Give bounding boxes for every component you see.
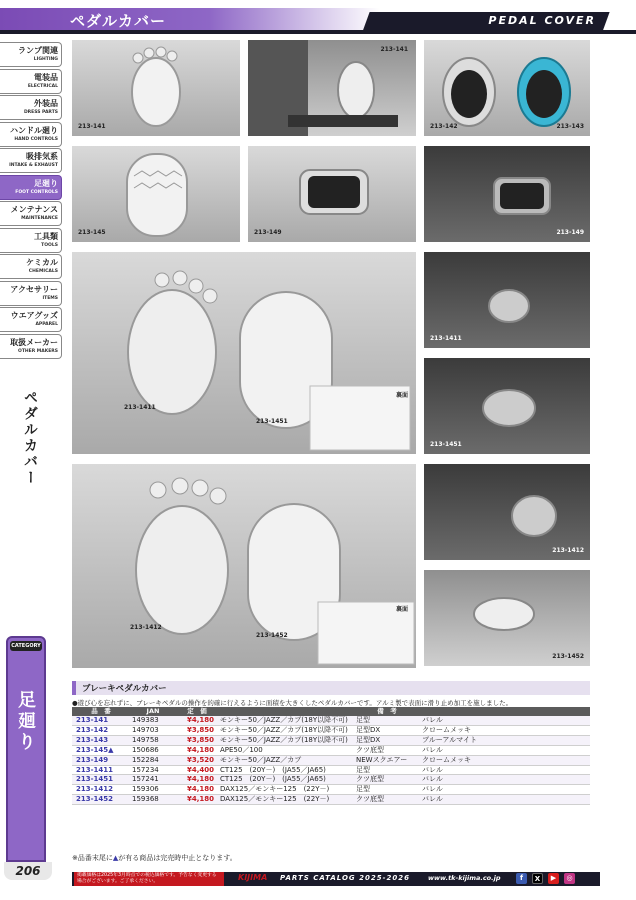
col-model [218, 707, 354, 716]
photo-213-1412-1452 [72, 464, 416, 668]
col-jan: JAN [130, 707, 176, 716]
photo-label: 213-1411 [124, 404, 156, 411]
photo-label: 裏面 [396, 392, 409, 399]
sidebar-item-electrical[interactable]: 電装品 ELECTRICAL [0, 69, 62, 94]
sidebar-item-items[interactable]: アクセサリー ITEMS [0, 281, 62, 306]
section-vertical-label: ペダルカバー [22, 390, 38, 486]
table-row: 213-141 149383 ¥4,180 モンキー50／JAZZ／カブ(18Y以降不可) 足型 バレル [72, 716, 590, 725]
photo-label: 213-1412 [130, 624, 162, 631]
table-row: 213-1452 159368 ¥4,180 DAX125／モンキー125 (22Y－) クツ底型 バレル [72, 795, 590, 805]
photo-label: 213-1451 [256, 418, 288, 425]
photo-213-1411-1451 [72, 252, 416, 454]
photo-label: 213-1451 [430, 441, 462, 448]
photo-label: 213-142 [430, 123, 458, 130]
photo-213-1451-installed [424, 358, 590, 454]
foot-pedal-image [72, 40, 240, 136]
category-label: CATEGORY [11, 643, 41, 649]
photo-label: 213-145 [78, 229, 106, 236]
col-code: 品 番 [72, 707, 130, 716]
sidebar-item-maintenance[interactable]: メンテナンス MAINTENANCE [0, 201, 62, 226]
brand-logo: KIJIMA [238, 873, 268, 882]
section-heading [72, 681, 590, 695]
category-sidebar [0, 42, 62, 360]
sidebar-item-tools[interactable]: 工具類 TOOLS [0, 228, 62, 253]
photo-label: 213-149 [556, 229, 584, 236]
table-header-row [72, 707, 590, 716]
sidebar-item-other-makers[interactable]: 取扱メーカー OTHER MAKERS [0, 334, 62, 359]
col-price: 定 価 [176, 707, 218, 716]
website-link[interactable]: www.tk-kijima.co.jp [428, 874, 501, 882]
photo-label: 213-149 [254, 229, 282, 236]
sidebar-item-dress-parts[interactable]: 外装品 DRESS PARTS [0, 95, 62, 120]
installed-dax-foot-pedal-image [424, 464, 590, 560]
photo-213-1452-installed [424, 570, 590, 666]
photo-label: 裏面 [396, 606, 409, 613]
facebook-icon[interactable]: f [516, 873, 527, 884]
sidebar-item-hand-controls[interactable]: ハンドル廻り HAND CONTROLS [0, 122, 62, 147]
photo-label: 213-1411 [430, 335, 462, 342]
photo-label: 213-141 [380, 46, 408, 53]
instagram-icon[interactable]: ◎ [564, 873, 575, 884]
page-header [0, 0, 636, 36]
photo-label: 213-141 [78, 123, 106, 130]
photo-213-1411-installed [424, 252, 590, 348]
photo-213-145 [72, 146, 240, 242]
page-title-en: PEDAL COVER [488, 14, 596, 27]
dax125-pedal-pair-image [72, 464, 416, 668]
photo-label: 213-1412 [552, 547, 584, 554]
section-title: ブレーキペダルカバー [82, 684, 167, 694]
section-description: ●遊び心を忘れずに、ブレーキペダルの操作を的確に行えるように面積を大きくしたペダルカバーです。アルミ製で表面に滑り止め加工を施しました。 [72, 699, 513, 707]
header-rule [0, 30, 636, 34]
table-row: 213-149 152284 ¥3,520 モンキー50／JAZZ／カブ NEWスクエアー クロームメッキ [72, 755, 590, 765]
installed-dax-shoe-pedal-image [424, 570, 590, 666]
table-row: 213-145▲ 150686 ¥4,180 APE50／100 クツ底型 バレル [72, 745, 590, 755]
square-pedal-image [248, 146, 416, 242]
table-row: 213-1451 157241 ¥4,180 CT125 (20Y－) (JA55／JA65) クツ底型 バレル [72, 775, 590, 785]
sidebar-item-foot-controls[interactable]: 足廻り FOOT CONTROLS [0, 175, 62, 200]
installed-square-pedal-image [424, 146, 590, 242]
photo-label: 213-1452 [552, 653, 584, 660]
catalog-title: PARTS CATALOG 2025-2026 [280, 874, 410, 882]
shoe-sole-pedal-image [72, 146, 240, 242]
table-row: 213-1411 157234 ¥4,400 CT125 (20Y－) (JA55／JA65) 足型 バレル [72, 765, 590, 775]
footer-price-disclaimer: 掲載価格は2025年3月時点での税込価格です。予告なく変更する場合がございます。ご了承ください。 [74, 872, 224, 886]
photo-213-149 [248, 146, 416, 242]
installed-shoe-pedal-image [424, 358, 590, 454]
photo-213-142-143 [424, 40, 590, 136]
page-title: ペダルカバー [70, 12, 167, 30]
ct125-pedal-pair-image [72, 252, 416, 454]
installed-foot-pedal-image [424, 252, 590, 348]
youtube-icon[interactable]: ▶ [548, 873, 559, 884]
photo-213-141-installed [248, 40, 416, 136]
product-table [72, 707, 590, 805]
dx-pedal-pair-image [424, 40, 590, 136]
page-number: 206 [4, 862, 52, 880]
sidebar-item-chemicals[interactable]: ケミカル CHEMICALS [0, 254, 62, 279]
col-remarks: 備 考 [354, 707, 420, 716]
photo-label: 213-1452 [256, 632, 288, 639]
triangle-mark-icon: ▲ [112, 854, 119, 862]
photo-213-141-product [72, 40, 240, 136]
installed-pedal-image [248, 40, 416, 136]
sidebar-item-lighting[interactable]: ランプ関連 LIGHTING [0, 42, 62, 67]
photo-213-1412-installed [424, 464, 590, 560]
header-accent-band [0, 8, 380, 32]
table-row: 213-143 149758 ¥3,850 モンキー50／JAZZ／カブ(18Y以降不可) 足型DX ブルーアルマイト [72, 735, 590, 745]
sidebar-item-intake-exhaust[interactable]: 吸排気系 INTAKE & EXHAUST [0, 148, 62, 173]
col-finish [420, 707, 590, 716]
discontinued-note: ※品番末尾に▲が有る商品は完売時中止となります。 [72, 854, 237, 862]
category-name: 足廻り [15, 690, 36, 753]
sidebar-item-apparel[interactable]: ウエアグッズ APPAREL [0, 307, 62, 332]
photo-213-149-installed [424, 146, 590, 242]
table-row: 213-142 149703 ¥3,850 モンキー50／JAZZ／カブ(18Y以降不可) 足型DX クロームメッキ [72, 725, 590, 735]
x-icon[interactable]: X [532, 873, 543, 884]
table-row: 213-1412 159306 ¥4,180 DAX125／モンキー125 (22Y－) 足型 バレル [72, 785, 590, 795]
photo-label: 213-143 [556, 123, 584, 130]
